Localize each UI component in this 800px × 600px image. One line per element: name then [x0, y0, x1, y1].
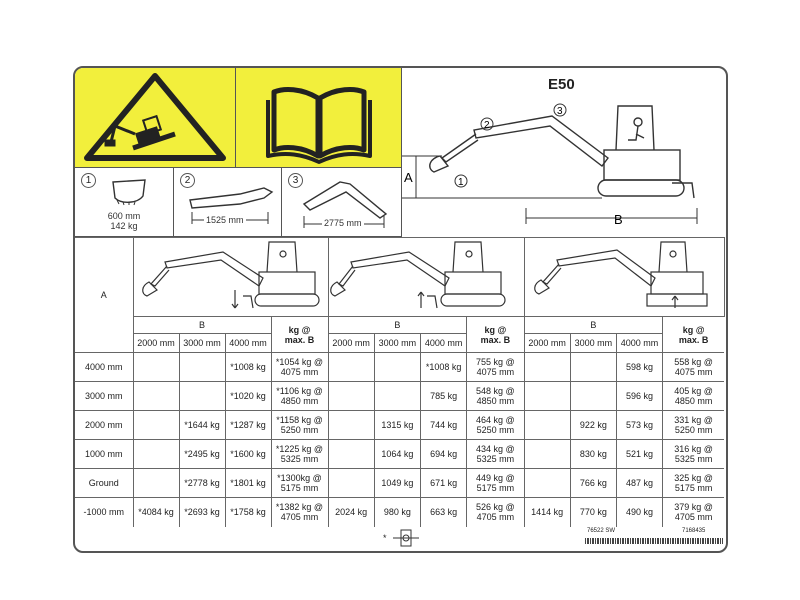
- capacity-cell: *2693 kg: [179, 498, 225, 527]
- capacity-cell: [524, 353, 570, 382]
- col-header: 3000 mm: [374, 334, 420, 353]
- capacity-cell: [133, 469, 179, 498]
- capacity-cell: 405 kg @ 4850 mm: [663, 382, 724, 411]
- table-row: [75, 353, 724, 382]
- table-row: [75, 382, 724, 411]
- capacity-cell: *1225 kg @ 5325 mm: [271, 440, 328, 469]
- capacity-cell: [328, 353, 374, 382]
- table-row: [75, 411, 724, 440]
- excavator-blade-down-icon: [329, 238, 524, 314]
- capacity-cell: *2778 kg: [179, 469, 225, 498]
- config-diagram-1: [133, 238, 328, 317]
- capacity-cell: 1064 kg: [374, 440, 420, 469]
- capacity-cell: [570, 353, 616, 382]
- capacity-cell: *1054 kg @ 4075 mm: [271, 353, 328, 382]
- group-3-b-header: B: [524, 317, 663, 334]
- capacity-cell: [524, 411, 570, 440]
- capacity-cell: 490 kg: [616, 498, 662, 527]
- attachment-number: 2: [180, 173, 195, 188]
- table-row: [75, 498, 724, 527]
- col-header: 2000 mm: [328, 334, 374, 353]
- capacity-cell: 487 kg: [616, 469, 662, 498]
- row-label: 3000 mm: [75, 382, 133, 411]
- part-code-right: 7168435: [682, 528, 706, 534]
- capacity-cell: 1315 kg: [374, 411, 420, 440]
- capacity-cell: 558 kg @ 4075 mm: [663, 353, 724, 382]
- col-header: 3000 mm: [570, 334, 616, 353]
- col-header: 4000 mm: [225, 334, 271, 353]
- callout-1: 1: [458, 177, 464, 188]
- row-label: Ground: [75, 469, 133, 498]
- group-1-b-header: B: [133, 317, 271, 334]
- dim-a-label: A: [404, 170, 413, 185]
- capacity-cell: *1600 kg: [225, 440, 271, 469]
- excavator-side-load-icon: [525, 238, 724, 314]
- capacity-cell: [179, 382, 225, 411]
- col-header: 4000 mm: [420, 334, 466, 353]
- col-header: 4000 mm: [616, 334, 662, 353]
- capacity-cell: *1020 kg: [225, 382, 271, 411]
- dim-b-label: B: [614, 212, 623, 227]
- capacity-cell: 331 kg @ 5250 mm: [663, 411, 724, 440]
- boom-length: 2775 mm: [324, 218, 362, 228]
- capacity-cell: [328, 382, 374, 411]
- capacity-cell: 449 kg @ 5175 mm: [467, 469, 524, 498]
- group-2-b-header: B: [328, 317, 467, 334]
- table-row: [75, 440, 724, 469]
- capacity-cell: 521 kg: [616, 440, 662, 469]
- capacity-cell: [133, 382, 179, 411]
- bucket-weight: 142 kg: [110, 221, 138, 231]
- capacity-cell: 464 kg @ 5250 mm: [467, 411, 524, 440]
- row-label: 4000 mm: [75, 353, 133, 382]
- callout-3: 3: [557, 106, 563, 117]
- capacity-cell: 694 kg: [420, 440, 466, 469]
- attachment-stick: [174, 168, 282, 237]
- attachment-number: 1: [81, 173, 96, 188]
- capacity-cell: *1300kg @ 5175 mm: [271, 469, 328, 498]
- table-row: [75, 469, 724, 498]
- capacity-cell: 526 kg @ 4705 mm: [467, 498, 524, 527]
- col-header: 3000 mm: [179, 334, 225, 353]
- load-chart-decal: [73, 66, 728, 553]
- attachment-number: 3: [288, 173, 303, 188]
- capacity-cell: 922 kg: [570, 411, 616, 440]
- capacity-cell: 573 kg: [616, 411, 662, 440]
- capacity-cell: [133, 440, 179, 469]
- group-2-max-header: kg @ max. B: [467, 317, 524, 353]
- reach-diagram: [402, 88, 724, 236]
- capacity-cell: [328, 411, 374, 440]
- capacity-cell: [524, 440, 570, 469]
- capacity-cell: [328, 469, 374, 498]
- capacity-cell: 434 kg @ 5325 mm: [467, 440, 524, 469]
- row-label: 2000 mm: [75, 411, 133, 440]
- capacity-cell: *1158 kg @ 5250 mm: [271, 411, 328, 440]
- manual-panel: [236, 68, 402, 168]
- group-3-max-header: kg @ max. B: [663, 317, 724, 353]
- capacity-cell: 1414 kg: [524, 498, 570, 527]
- capacity-cell: 766 kg: [570, 469, 616, 498]
- attachment-point-icon: [393, 528, 419, 548]
- callout-2: 2: [484, 120, 490, 131]
- capacity-cell: 663 kg: [420, 498, 466, 527]
- capacity-cell: *4084 kg: [133, 498, 179, 527]
- capacity-cell: *1008 kg: [225, 353, 271, 382]
- capacity-cell: [374, 353, 420, 382]
- capacity-cell: 785 kg: [420, 382, 466, 411]
- capacity-cell: *1801 kg: [225, 469, 271, 498]
- capacity-cell: *1382 kg @ 4705 mm: [271, 498, 328, 527]
- capacity-cell: *2495 kg: [179, 440, 225, 469]
- capacity-cell: *1287 kg: [225, 411, 271, 440]
- decal-footer: [75, 526, 726, 551]
- capacity-cell: 316 kg @ 5325 mm: [663, 440, 724, 469]
- group-1-max-header: kg @ max. B: [271, 317, 328, 353]
- capacity-cell: 2024 kg: [328, 498, 374, 527]
- capacity-cell: [179, 353, 225, 382]
- col-header: 2000 mm: [133, 334, 179, 353]
- stick-length: 1525 mm: [206, 215, 244, 225]
- config-diagram-3: [524, 238, 724, 317]
- capacity-cell: 744 kg: [420, 411, 466, 440]
- capacity-cell: 1049 kg: [374, 469, 420, 498]
- capacity-cell: 596 kg: [616, 382, 662, 411]
- part-code-left: 76522 SW: [587, 528, 616, 534]
- capacity-cell: 830 kg: [570, 440, 616, 469]
- capacity-cell: 980 kg: [374, 498, 420, 527]
- capacity-cell: [328, 440, 374, 469]
- capacity-cell: [374, 382, 420, 411]
- book-icon: [236, 68, 401, 167]
- lift-capacity-table: [75, 237, 725, 527]
- model-title: E50: [548, 76, 575, 93]
- capacity-cell: *1106 kg @ 4850 mm: [271, 382, 328, 411]
- config-diagram-2: [328, 238, 524, 317]
- warning-panel: [75, 68, 236, 168]
- attachment-bucket: [75, 168, 174, 237]
- bucket-width: 600 mm: [107, 211, 141, 221]
- row-label: 1000 mm: [75, 440, 133, 469]
- col-header: 2000 mm: [524, 334, 570, 353]
- capacity-cell: [524, 382, 570, 411]
- capacity-cell: 770 kg: [570, 498, 616, 527]
- capacity-cell: *1644 kg: [179, 411, 225, 440]
- capacity-cell: [524, 469, 570, 498]
- capacity-cell: 671 kg: [420, 469, 466, 498]
- barcode: [585, 538, 723, 544]
- capacity-cell: *1008 kg: [420, 353, 466, 382]
- row-label: -1000 mm: [75, 498, 133, 527]
- capacity-cell: [133, 353, 179, 382]
- capacity-cell: 755 kg @ 4075 mm: [467, 353, 524, 382]
- capacity-cell: 598 kg: [616, 353, 662, 382]
- capacity-cell: [570, 382, 616, 411]
- capacity-cell: 325 kg @ 5175 mm: [663, 469, 724, 498]
- capacity-cell: 548 kg @ 4850 mm: [467, 382, 524, 411]
- attachment-boom: [282, 168, 402, 237]
- excavator-rear-load-icon: [135, 238, 326, 314]
- capacity-cell: *1758 kg: [225, 498, 271, 527]
- bucket-icon: [109, 174, 149, 206]
- row-header-a: A: [75, 238, 133, 353]
- capacity-cell: [133, 411, 179, 440]
- capacity-cell: 379 kg @ 4705 mm: [663, 498, 724, 527]
- warning-triangle-icon: [75, 68, 235, 167]
- footnote-symbol: *: [383, 533, 387, 543]
